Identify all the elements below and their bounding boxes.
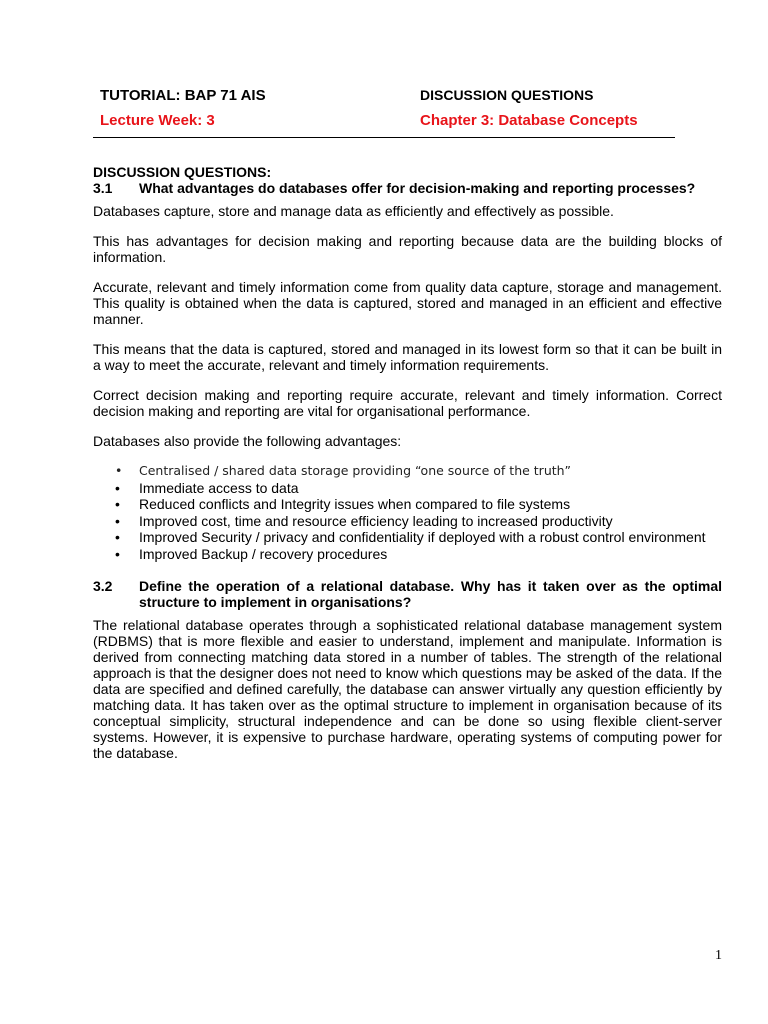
bullet-icon: • <box>115 545 120 562</box>
chapter-title: Chapter 3: Database Concepts <box>420 112 638 129</box>
page-number: 1 <box>715 948 722 963</box>
main-heading: DISCUSSION QUESTIONS: <box>93 164 272 180</box>
document-body <box>93 164 722 761</box>
list-item: • Centralised / shared data storage providing “one source of the truth” <box>93 463 722 480</box>
list-item: • Reduced conflicts and Integrity issues when compared to file systems <box>93 496 722 513</box>
answer-paragraph: This has advantages for decision making and reporting because data are the building blocks of information. <box>93 233 722 265</box>
bullet-icon: • <box>115 529 120 545</box>
header-divider <box>93 137 675 138</box>
answer-paragraph: Accurate, relevant and timely information come from quality data capture, storage and management. This quality is obtained when the data is captured, stored and managed in an efficient and effective manner. <box>93 279 722 327</box>
answer-paragraph: Correct decision making and reporting require accurate, relevant and timely information. Correct decision making and reporting are vital for organisational performance. <box>93 387 722 419</box>
list-item: • Improved cost, time and resource efficiency leading to increased productivity <box>93 513 722 530</box>
question-number: 3.1 <box>93 180 113 196</box>
answer-paragraph: The relational database operates through a sophisticated relational database management system (RDBMS) that is more flexible and easier to understand, implement and manipulate. Information is derived from connecting matching data stored in a number of tables. The strength of the relational approach is that the designer does not need to know which questions may be asked of the data. If the data are specified and defined carefully, the database can answer virtually any question efficiently by matching data. It has taken over as the optimal structure to implement in organisation because of its conceptual simplicity, structural independence and can be done so using flexible client-server systems. However, it is expensive to purchase hardware, operating systems of computing power for the database. <box>93 617 722 761</box>
list-item: • Improved Backup / recovery procedures <box>93 546 722 563</box>
advantages-list <box>93 463 722 562</box>
section-title: DISCUSSION QUESTIONS <box>420 87 594 103</box>
bullet-icon: • <box>115 479 120 496</box>
bullet-icon: • <box>115 463 123 478</box>
answer-paragraph: Databases capture, store and manage data as efficiently and effectively as possible. <box>93 203 614 219</box>
lecture-week: Lecture Week: 3 <box>100 112 215 129</box>
question-number: 3.2 <box>93 578 113 594</box>
answer-paragraph: This means that the data is captured, stored and managed in its lowest form so that it can be built in a way to meet the accurate, relevant and timely information requirements. <box>93 341 722 373</box>
tutorial-title: TUTORIAL: BAP 71 AIS <box>100 87 266 104</box>
answer-paragraph: Databases also provide the following advantages: <box>93 433 402 449</box>
question-3-1 <box>93 180 722 196</box>
question-text: What advantages do databases offer for decision-making and reporting processes? <box>139 180 696 196</box>
list-item: • Improved Security / privacy and confidentiality if deployed with a robust control environment <box>93 529 722 546</box>
bullet-icon: • <box>115 512 120 529</box>
bullet-icon: • <box>115 496 120 512</box>
list-item: • Immediate access to data <box>93 480 722 497</box>
question-3-2 <box>93 578 722 610</box>
question-text: Define the operation of a relational database. Why has it taken over as the optimal structure to implement in organisations? <box>139 578 722 610</box>
